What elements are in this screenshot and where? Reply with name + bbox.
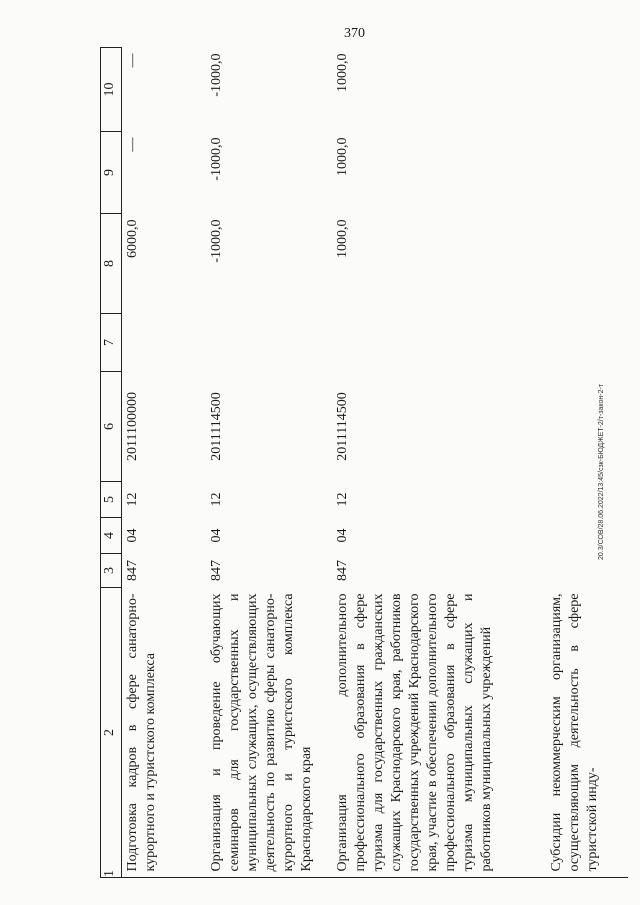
pr-code: 12 [209, 492, 224, 507]
csr-code [530, 372, 628, 482]
amount-year-1: -1000,0 [209, 219, 224, 263]
header-cell: 2 [101, 588, 122, 878]
amount-year-3: 1000,0 [335, 53, 350, 92]
pr-code [530, 482, 628, 518]
table-header-row: 1 2 3 4 5 6 7 8 9 10 [101, 48, 122, 878]
vr-code [530, 314, 628, 372]
rz-code: 04 [209, 528, 224, 543]
rz-code: 04 [335, 528, 350, 543]
amount-year-2: -1000,0 [209, 137, 224, 181]
header-cell: 6 [101, 372, 122, 482]
header-cell: 9 [101, 132, 122, 214]
amount-year-1: 6000,0 [125, 219, 140, 258]
amount-year-2: — [125, 137, 140, 152]
amount-year-2: 1000,0 [335, 137, 350, 176]
table-row [122, 48, 195, 878]
amount-year-2 [530, 132, 628, 214]
ved-code: 847 [335, 560, 350, 581]
header-cell: 7 [101, 314, 122, 372]
header-cell: 4 [101, 518, 122, 554]
ved-code: 847 [209, 560, 224, 581]
vr-code [122, 314, 195, 372]
row-description: Организация и проведение обучающих семинаров для государственных и муниципальных служащих, осуществляющих деятельность по развитию сферы санаторно-курортного и туристского комплекса Краснодарского края [209, 593, 314, 872]
side-note-text: 20.3/СОВ/28.06.2022/13:45/сзк-БЮДЖЕТ-2/т-закон-2-т [598, 383, 605, 560]
amount-year-1: 1000,0 [335, 219, 350, 258]
ved-code [530, 554, 628, 588]
table-row [318, 48, 530, 878]
row-description: Подготовка кадров в сфере санаторно-курортного и туристского комплекса [125, 593, 158, 872]
page-number: 370 [344, 26, 365, 41]
header-cell: 10 [101, 48, 122, 132]
amount-year-1 [530, 214, 628, 314]
amount-year-3: — [125, 53, 140, 68]
rz-code: 04 [125, 528, 140, 543]
pr-code: 12 [125, 492, 140, 507]
rz-code [530, 518, 628, 554]
table-row [194, 48, 318, 878]
header-cell: 5 [101, 482, 122, 518]
amount-year-3: -1000,0 [209, 53, 224, 97]
vr-code [318, 314, 530, 372]
table-row [530, 48, 628, 878]
ved-code: 847 [125, 560, 140, 581]
rotated-table-page [100, 48, 620, 878]
pr-code: 12 [335, 492, 350, 507]
vr-code [194, 314, 318, 372]
row-description: Организация дополнительного профессионального образования в сфере туризма для государственных гражданских служащих Краснодарского края, работников государственных учреждений Краснодарского края, участие в обеспечении дополнительного профессионального образования в сфере туризма муниципальных служащих и работников муниципальных учреждений [335, 593, 494, 872]
row-description: Субсидии некоммерческим организациям, осуществляющим деятельность в сфере туристской инду- [549, 593, 600, 872]
csr-code: 2011100000 [125, 392, 140, 461]
amount-year-3 [530, 48, 628, 132]
header-cell: 8 [101, 214, 122, 314]
csr-code: 2011114500 [209, 392, 224, 461]
header-cell: 3 [101, 554, 122, 588]
csr-code: 2011114500 [335, 392, 350, 461]
budget-table [100, 47, 628, 878]
